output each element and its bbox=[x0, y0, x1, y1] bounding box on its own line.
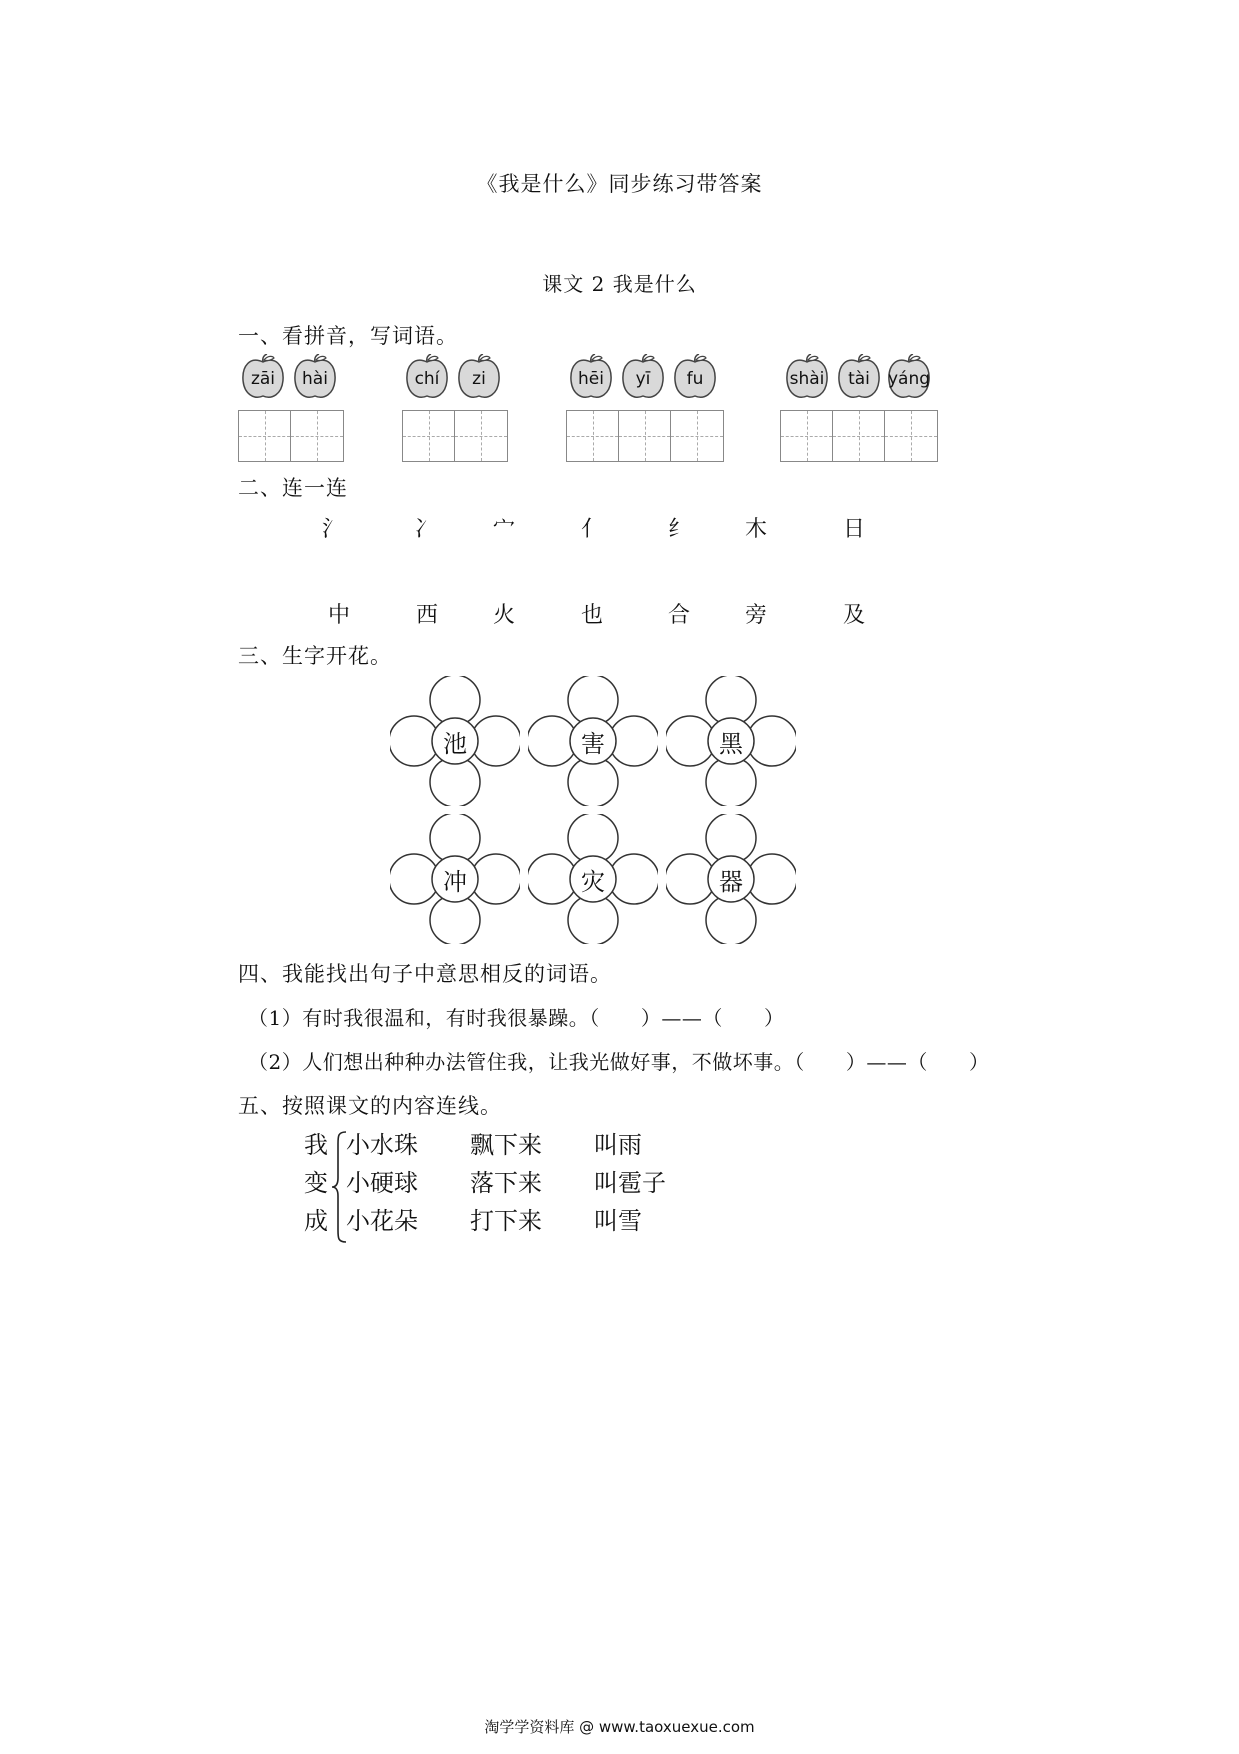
form-item: 小硬球 bbox=[346, 1169, 418, 1197]
match-character: 旁 bbox=[744, 603, 767, 628]
motion-item: 打下来 bbox=[470, 1207, 542, 1235]
pinyin-label: fu bbox=[686, 369, 704, 389]
section4-heading: 四、我能找出句子中意思相反的词语。 bbox=[238, 962, 612, 986]
match-character: 西 bbox=[415, 603, 438, 628]
apple-icon bbox=[620, 354, 666, 400]
pinyin-label: yáng bbox=[887, 369, 931, 389]
apple-icon bbox=[672, 354, 718, 400]
radical-item: 亻 bbox=[580, 517, 603, 542]
left-label: 我 bbox=[304, 1131, 328, 1159]
section2-heading: 二、连一连 bbox=[238, 476, 348, 500]
apple-icon bbox=[404, 354, 450, 400]
name-item: 叫雪 bbox=[594, 1207, 642, 1235]
pinyin-label: tài bbox=[848, 369, 870, 389]
apple-icon bbox=[784, 354, 830, 400]
footer-watermark: 淘学学资料库 @ www.taoxuexue.com bbox=[484, 1718, 755, 1736]
flower-diagram[interactable] bbox=[390, 814, 520, 944]
writing-grid[interactable] bbox=[780, 410, 938, 462]
name-column bbox=[594, 1126, 666, 1240]
pinyin-label: hēi bbox=[578, 369, 604, 389]
writing-grid[interactable] bbox=[402, 410, 508, 462]
apple-icon bbox=[240, 354, 286, 400]
lesson-title: 课文 2 我是什么 bbox=[542, 272, 697, 296]
apple-icon bbox=[886, 354, 932, 400]
flower-center-char: 黑 bbox=[719, 730, 743, 758]
radical-item: 日 bbox=[842, 517, 865, 542]
flower-diagram[interactable] bbox=[528, 676, 658, 806]
flower-diagram[interactable] bbox=[666, 676, 796, 806]
writing-grid[interactable] bbox=[566, 410, 724, 462]
flower-center-char: 害 bbox=[581, 730, 605, 758]
form-item: 小花朵 bbox=[346, 1207, 418, 1235]
left-label: 变 bbox=[304, 1169, 328, 1197]
pinyin-label: zāi bbox=[250, 369, 276, 389]
flower-center-char: 冲 bbox=[443, 868, 467, 896]
name-item: 叫雹子 bbox=[594, 1169, 666, 1197]
radical-item: 木 bbox=[744, 517, 767, 542]
match-character: 火 bbox=[492, 603, 515, 628]
match-character: 也 bbox=[580, 603, 603, 628]
pinyin-label: hài bbox=[302, 369, 328, 389]
apple-icon bbox=[568, 354, 614, 400]
section3-heading: 三、生字开花。 bbox=[238, 644, 392, 668]
flower-diagram[interactable] bbox=[390, 676, 520, 806]
name-item: 叫雨 bbox=[594, 1131, 642, 1159]
left-label: 成 bbox=[304, 1207, 328, 1235]
section5-heading: 五、按照课文的内容连线。 bbox=[238, 1094, 502, 1118]
pinyin-label: shài bbox=[789, 369, 825, 389]
match-character: 中 bbox=[327, 603, 350, 628]
section1-heading: 一、看拼音，写词语。 bbox=[238, 324, 458, 348]
flower-center-char: 灾 bbox=[581, 868, 605, 896]
left-label-column bbox=[304, 1126, 328, 1240]
match-character: 合 bbox=[667, 603, 690, 628]
radical-item: 纟 bbox=[667, 517, 690, 542]
radical-item: 氵 bbox=[321, 517, 344, 542]
form-item: 小水珠 bbox=[346, 1131, 418, 1159]
radical-item: 冫 bbox=[413, 517, 436, 542]
motion-column bbox=[470, 1126, 542, 1240]
flower-center-char: 器 bbox=[719, 868, 743, 896]
apple-icon bbox=[292, 354, 338, 400]
flower-center-char: 池 bbox=[443, 730, 467, 758]
pinyin-label: zi bbox=[472, 369, 486, 389]
apple-icon bbox=[456, 354, 502, 400]
motion-item: 落下来 bbox=[470, 1169, 542, 1197]
pinyin-label: yī bbox=[635, 369, 651, 389]
flower-diagram[interactable] bbox=[528, 814, 658, 944]
apple-icon bbox=[836, 354, 882, 400]
pinyin-label: chí bbox=[414, 369, 440, 389]
writing-grid[interactable] bbox=[238, 410, 344, 462]
radical-item: 宀 bbox=[492, 517, 515, 542]
antonym-question-1: （1）有时我很温和，有时我很暴躁。（ ）——（ ） bbox=[248, 1006, 785, 1030]
flower-diagram[interactable] bbox=[666, 814, 796, 944]
motion-item: 飘下来 bbox=[470, 1131, 542, 1159]
document-title: 《我是什么》同步练习带答案 bbox=[476, 172, 763, 196]
antonym-question-2: （2）人们想出种种办法管住我，让我光做好事，不做坏事。（ ）——（ ） bbox=[248, 1050, 990, 1074]
match-character: 及 bbox=[842, 603, 865, 628]
form-column bbox=[346, 1126, 418, 1240]
